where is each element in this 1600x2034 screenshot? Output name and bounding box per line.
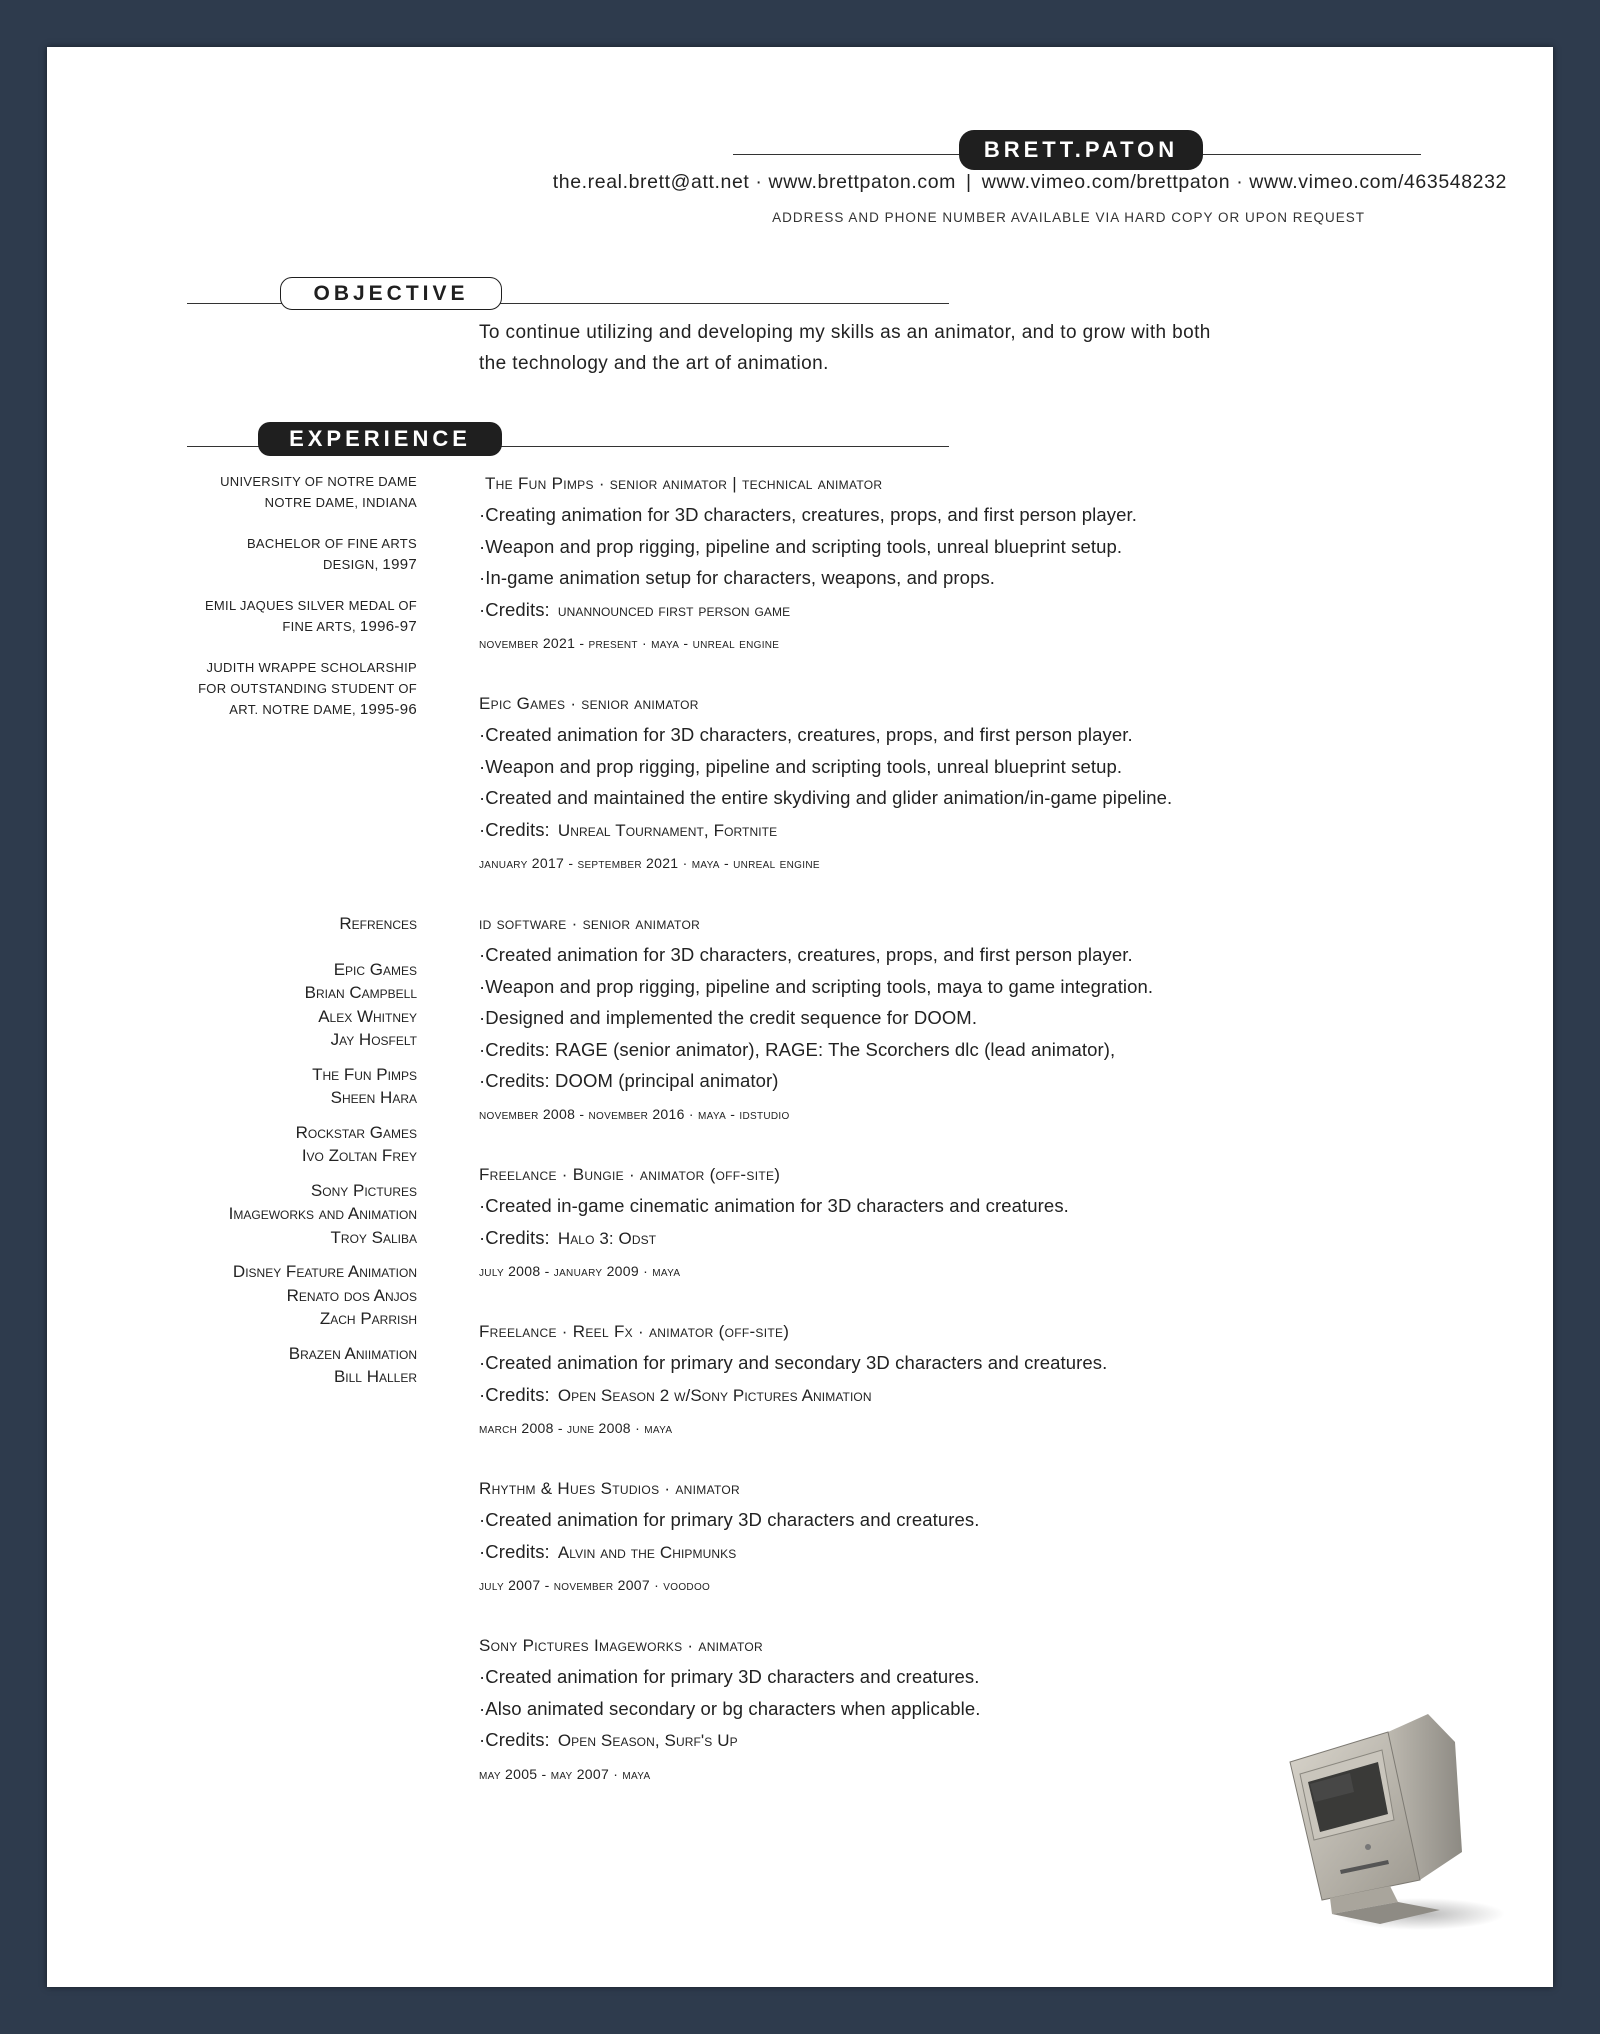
job-entry: [479, 468, 1379, 660]
contact-line: [347, 171, 1507, 194]
job-bullet: ·Designed and implemented the credit sequence for DOOM.: [479, 1007, 978, 1028]
job-bullet: ·Created animation for primary and secondary 3D characters and creatures.: [479, 1352, 1108, 1373]
objective-line-2: the technology and the art of animation.: [479, 353, 829, 374]
education-line: FINE ARTS, 1996-97: [282, 618, 417, 635]
job-bullet: ·Weapon and prop rigging, pipeline and scripting tools, unreal blueprint setup.: [479, 755, 1123, 777]
job-bullet: ·Created animation for 3D characters, creatures, props, and first person player.: [479, 724, 1133, 745]
contact-vimeo[interactable]: www.vimeo.com/brettpaton · www.vimeo.com/463548232: [981, 171, 1507, 193]
job-heading: Sony Pictures Imageworks · animator: [479, 1636, 764, 1655]
job-heading: The Fun Pimps · senior animator | technical animator: [485, 474, 883, 493]
reference-group: [157, 1342, 417, 1389]
job-heading: id software · senior animator: [479, 914, 701, 933]
reference-line: Bill Haller: [333, 1367, 417, 1386]
job-dates: january 2017 - september 2021 · maya - unreal engine: [479, 855, 820, 871]
education-item: [157, 533, 417, 575]
reference-line: Imageworks and Animation: [228, 1204, 417, 1223]
reference-line: Brazen Aniimation: [288, 1343, 417, 1363]
job-credits: ·Credits: Open Season, Surf's Up: [479, 1729, 738, 1750]
job-credits: ·Credits: Unreal Tournament, Fortnite: [479, 818, 778, 840]
education-line: BACHELOR OF FINE ARTS: [246, 536, 417, 551]
name-rule-left: [733, 154, 963, 155]
job-dates: march 2008 - june 2008 · maya: [479, 1420, 673, 1436]
job-entry: [479, 1316, 1379, 1445]
objective-heading: OBJECTIVE: [280, 277, 502, 310]
job-credits: ·Credits: Open Season 2 w/Sony Pictures Animation: [479, 1383, 872, 1405]
job-bullet: ·Created animation for 3D characters, creatures, props, and first person player.: [479, 944, 1133, 965]
job-heading: Freelance · Bungie · animator (off-site): [479, 1165, 781, 1184]
reference-line: Brian Campbell: [304, 983, 417, 1002]
job-bullet: ·Also animated secondary or bg characters when applicable.: [479, 1697, 981, 1719]
reference-line: Troy Saliba: [330, 1227, 417, 1247]
resume-page: [47, 47, 1553, 1987]
education-line: FOR OUTSTANDING STUDENT OF: [198, 681, 417, 696]
job-credits: ·Credits: Halo 3: Odst: [479, 1226, 657, 1248]
job-heading: Rhythm & Hues Studios · animator: [479, 1479, 741, 1498]
reference-line: Disney Feature Animation: [232, 1262, 417, 1281]
education-column: [157, 471, 417, 740]
job-heading: Epic Games · senior animator: [479, 694, 699, 713]
job-entry: [479, 1159, 1379, 1288]
job-bullet: ·Weapon and prop rigging, pipeline and scripting tools, unreal blueprint setup.: [479, 535, 1123, 557]
objective-text: [479, 317, 1359, 379]
job-entry: [479, 1473, 1379, 1602]
reference-line: Rockstar Games: [295, 1122, 417, 1142]
reference-line: Alex Whitney: [318, 1006, 417, 1026]
name-badge: BRETT.PATON: [959, 130, 1203, 170]
job-dates: november 2021 - present · maya - unreal engine: [479, 635, 780, 651]
education-line: ART. NOTRE DAME, 1995-96: [229, 701, 417, 718]
computer-illustration: [1270, 1702, 1510, 1942]
education-line: UNIVERSITY OF NOTRE DAME: [220, 474, 417, 489]
job-heading: Freelance · Reel Fx · animator (off-site): [479, 1322, 790, 1341]
job-credits: ·Credits: DOOM (principal animator): [479, 1070, 779, 1091]
reference-line: The Fun Pimps: [312, 1064, 417, 1084]
job-bullet: ·In-game animation setup for characters, weapons, and props.: [479, 567, 996, 588]
reference-group: [157, 1063, 417, 1110]
reference-group: [157, 1260, 417, 1331]
job-dates: july 2007 - november 2007 · voodoo: [479, 1577, 711, 1593]
job-bullet: ·Created animation for primary 3D characters and creatures.: [479, 1666, 980, 1687]
job-dates: may 2005 - may 2007 · maya: [479, 1765, 651, 1782]
reference-line: Ivo Zoltan Frey: [301, 1146, 417, 1165]
education-item: [157, 595, 417, 637]
education-line: JUDITH WRAPPE SCHOLARSHIP: [206, 660, 417, 675]
address-note: ADDRESS AND PHONE NUMBER AVAILABLE VIA HARD COPY OR UPON REQUEST: [772, 210, 1365, 225]
reference-line: Epic Games: [333, 959, 417, 979]
name-rule-right: [1197, 154, 1421, 155]
job-dates: november 2008 - november 2016 · maya - idstudio: [479, 1105, 790, 1122]
reference-line: Sony Pictures: [310, 1180, 417, 1200]
objective-line-1: To continue utilizing and developing my skills as an animator, and to grow with both: [479, 322, 1211, 343]
reference-group: [157, 1121, 417, 1168]
experience-heading: EXPERIENCE: [258, 422, 502, 456]
education-line: EMIL JAQUES SILVER MEDAL OF: [204, 598, 417, 613]
job-credits: ·Credits: Alvin and the Chipmunks: [479, 1540, 737, 1562]
job-bullet: ·Created in-game cinematic animation for 3D characters and creatures.: [479, 1195, 1069, 1216]
job-dates: july 2008 - january 2009 · maya: [479, 1263, 681, 1279]
education-item: [157, 471, 417, 513]
reference-group: [157, 958, 417, 1052]
reference-line: Jay Hosfelt: [330, 1030, 417, 1049]
job-entry: [479, 908, 1379, 1131]
reference-line: Sheen Hara: [330, 1088, 417, 1107]
job-bullet: ·Created animation for primary 3D characters and creatures.: [479, 1509, 980, 1530]
job-entry: [479, 1630, 1379, 1791]
reference-group: [157, 1179, 417, 1250]
references-title: Refrences: [339, 914, 417, 933]
contact-email-site[interactable]: the.real.brett@att.net · www.brettpaton.com: [552, 171, 957, 193]
job-bullet: ·Weapon and prop rigging, pipeline and scripting tools, maya to game integration.: [479, 975, 1154, 997]
job-credits: ·Credits: RAGE (senior animator), RAGE: The Scorchers dlc (lead animator),: [479, 1038, 1116, 1060]
contact-separator: |: [966, 171, 972, 193]
job-bullet: ·Created and maintained the entire skydiving and glider animation/in-game pipeline.: [479, 787, 1173, 808]
job-bullet: ·Creating animation for 3D characters, creatures, props, and first person player.: [479, 504, 1137, 525]
references-column: [157, 912, 417, 1400]
reference-line: Renato dos Anjos: [286, 1285, 417, 1305]
reference-line: Zach Parrish: [319, 1309, 417, 1328]
job-entry: [479, 688, 1379, 880]
education-line: DESIGN, 1997: [322, 556, 417, 573]
job-credits: ·Credits: unannounced first person game: [479, 598, 791, 620]
education-line: NOTRE DAME, INDIANA: [264, 495, 417, 510]
education-item: [157, 657, 417, 720]
